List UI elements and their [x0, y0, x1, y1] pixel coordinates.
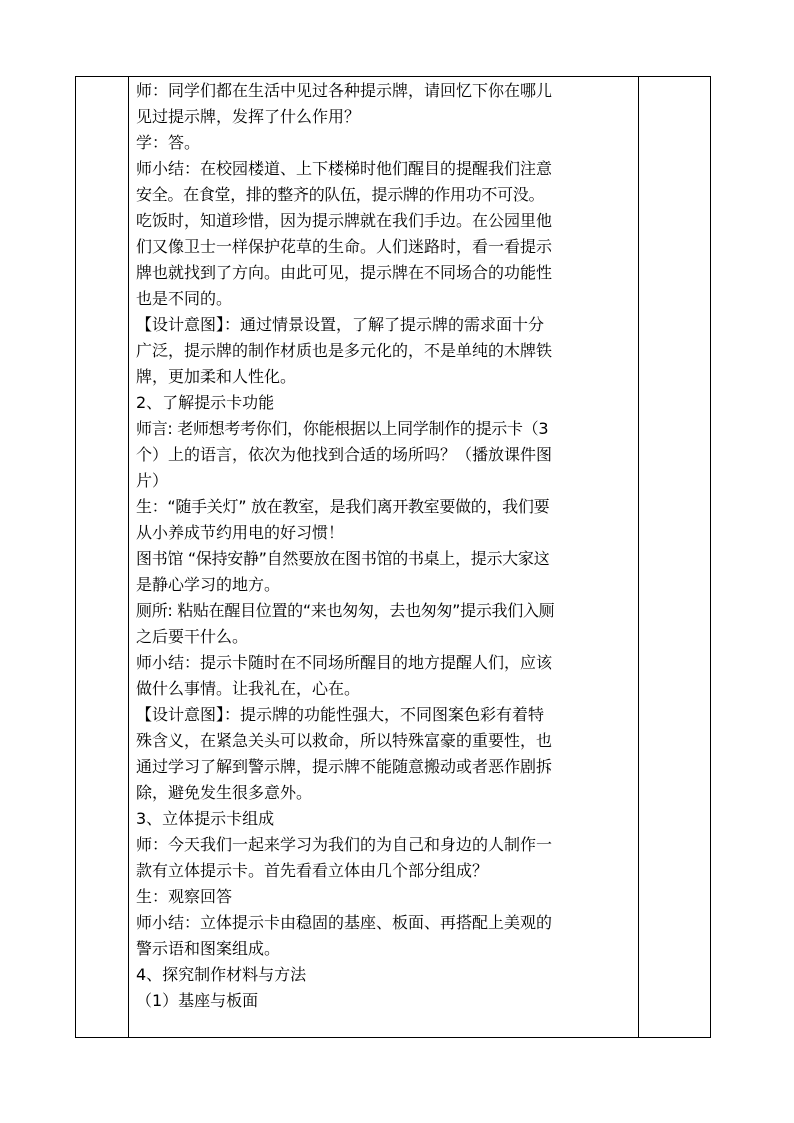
text-line: 做什么事情。让我礼在，心在。 [136, 679, 361, 698]
text-line: 厕所: 粘贴在醒目位置的“来也匆匆，去也匆匆”提示我们入厕 [136, 601, 555, 620]
text-line: 之后要干什么。 [136, 627, 249, 646]
text-line: 师小结：在校园楼道、上下楼梯时他们醒目的提醒我们注意 [136, 159, 553, 178]
table-right-column-divider [638, 77, 639, 1037]
text-line: 也是不同的。 [136, 289, 233, 308]
text-line: 们又像卫士一样保护花草的生命。人们迷路时，看一看提示 [136, 237, 553, 256]
design-intent-line: 【设计意图】：提示牌的功能性强大，不同图案色彩有着特 [136, 705, 545, 724]
text-line: 见过提示牌，发挥了什么作用？ [136, 107, 361, 126]
text-line: 生：“随手关灯” 放在教室，是我们离开教室要做的，我们要 [136, 497, 550, 516]
text-line: 生：观察回答 [136, 887, 233, 906]
section-heading: 2、了解提示卡功能 [136, 393, 275, 412]
text-line: 通过学习了解到警示牌，提示牌不能随意搬动或者恶作剧拆 [136, 757, 553, 776]
text-line: 牌也就找到了方向。由此可见，提示牌在不同场合的功能性 [136, 263, 553, 282]
text-line: 学：答。 [136, 133, 201, 152]
text-line: 款有立体提示卡。首先看看立体由几个部分组成？ [136, 861, 489, 880]
text-line: 师言: 老师想考考你们，你能根据以上同学制作的提示卡（3 [136, 419, 549, 438]
table-left-column-divider [128, 77, 129, 1037]
text-line: 师小结：提示卡随时在不同场所醒目的地方提醒人们，应该 [136, 653, 553, 672]
text-line: 师小结：立体提示卡由稳固的基座、板面、再搭配上美观的 [136, 913, 553, 932]
text-line: 图书馆 “保持安静”自然要放在图书馆的书桌上，提示大家这 [136, 549, 550, 568]
text-line: 是静心学习的地方。 [136, 575, 281, 594]
text-line: 个）上的语言，依次为他找到合适的场所吗？（播放课件图 [136, 445, 553, 464]
text-line: 殊含义，在紧急关头可以救命，所以特殊富豪的重要性，也 [136, 731, 553, 750]
lesson-content-cell [136, 78, 636, 1014]
text-line: 牌，更加柔和人性化。 [136, 367, 297, 386]
text-line: 从小养成节约用电的好习惯！ [136, 523, 345, 542]
section-heading: 3、立体提示卡组成 [136, 809, 275, 828]
text-line: 除，避免发生很多意外。 [136, 783, 313, 802]
section-heading: 4、探究制作材料与方法 [136, 965, 307, 984]
text-line: 师：今天我们一起来学习为我们的为自己和身边的人制作一 [136, 835, 553, 854]
text-line: 片） [136, 471, 169, 490]
text-line: 师：同学们都在生活中见过各种提示牌，请回忆下你在哪儿 [136, 81, 553, 100]
subsection-heading: （1）基座与板面 [136, 991, 259, 1010]
design-intent-line: 【设计意图】：通过情景设置，了解了提示牌的需求面十分 [136, 315, 545, 334]
text-line: 警示语和图案组成。 [136, 939, 281, 958]
text-line: 安全。在食堂，排的整齐的队伍，提示牌的作用功不可没。 [136, 185, 545, 204]
text-line: 广泛，提示牌的制作材质也是多元化的，不是单纯的木牌铁 [136, 341, 553, 360]
text-line: 吃饭时，知道珍惜，因为提示牌就在我们手边。在公园里他 [136, 211, 553, 230]
